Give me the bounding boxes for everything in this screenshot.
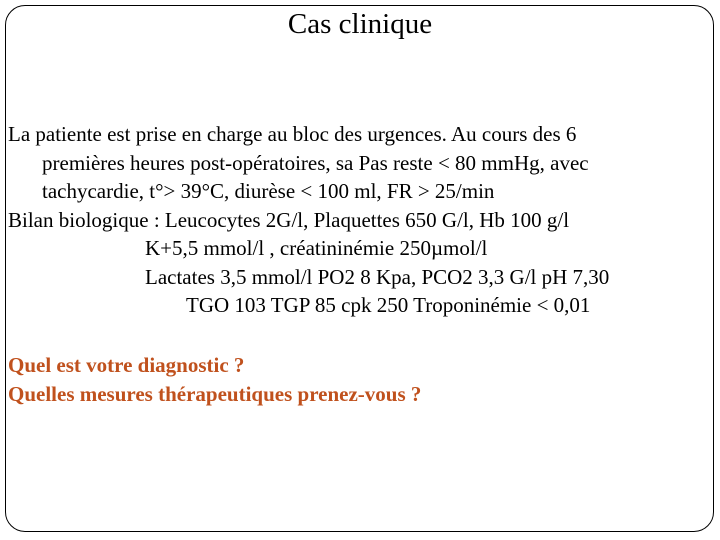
questions [8, 351, 421, 409]
case-description [8, 120, 609, 320]
slide-title: Cas clinique [287, 8, 433, 40]
case-line: tachycardie, t°> 39°C, diurèse < 100 ml, FR > 25/min [42, 179, 495, 203]
lab-line: K+5,5 mmol/l , créatininémie 250µmol/l [145, 236, 488, 260]
lab-line: Bilan biologique : Leucocytes 2G/l, Plaquettes 650 G/l, Hb 100 g/l [8, 207, 570, 232]
case-line: premières heures post-opératoires, sa Pas reste < 80 mmHg, avec [42, 150, 589, 175]
question-diagnosis: Quel est votre diagnostic ? [8, 353, 245, 377]
lab-line: Lactates 3,5 mmol/l PO2 8 Kpa, PCO2 3,3 G/l pH 7,30 [145, 264, 610, 289]
lab-line: TGO 103 TGP 85 cpk 250 Troponinémie < 0,01 [186, 293, 591, 317]
case-line: La patiente est prise en charge au bloc des urgences. Au cours des 6 [8, 122, 577, 146]
question-treatment: Quelles mesures thérapeutiques prenez-vous ? [8, 382, 422, 406]
